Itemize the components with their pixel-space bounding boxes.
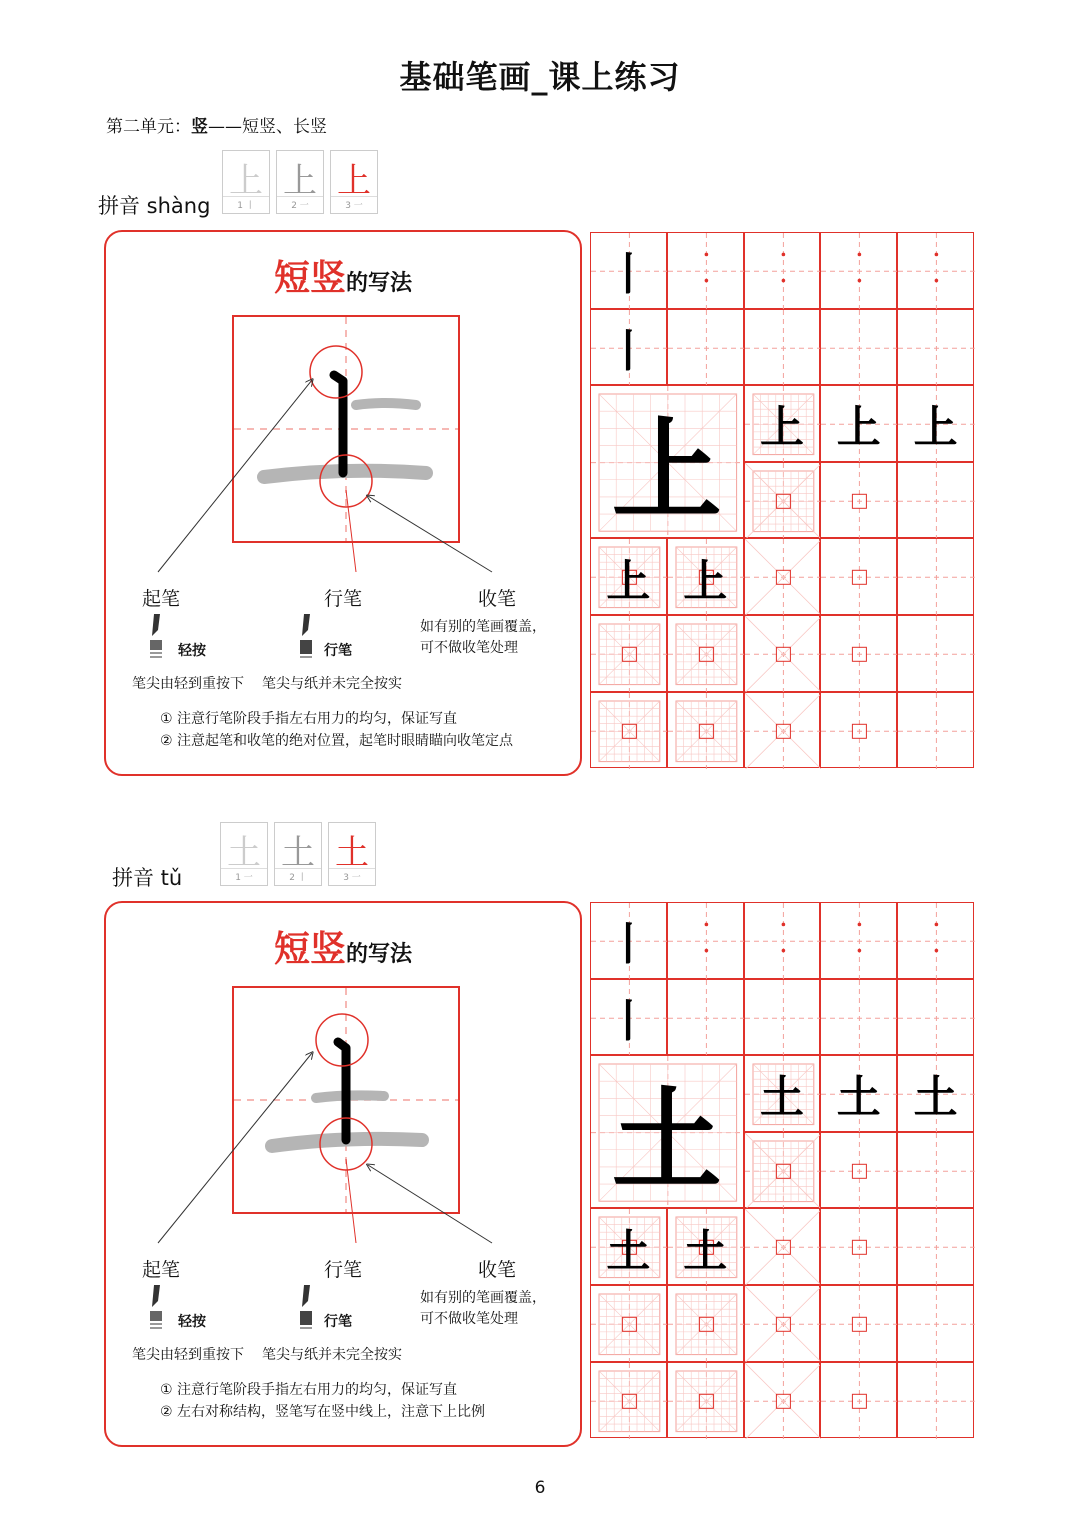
tip-1: ① 注意行笔阶段手指左右用力的均匀，保证写直 (160, 711, 457, 727)
practice-cell (667, 615, 744, 692)
practice-cell (820, 309, 897, 386)
stroke-order-strip (220, 822, 376, 886)
practice-cell (820, 1362, 897, 1439)
practice-cell (744, 1362, 821, 1439)
trace-cell (820, 1055, 897, 1132)
start-description: 笔尖由轻到重按下 (132, 676, 244, 692)
move-description: 笔尖与纸并未完全按实 (262, 676, 402, 692)
practice-cell (820, 615, 897, 692)
move-stroke-label: 行笔 (324, 588, 363, 610)
end-stroke-label: 收笔 (478, 1259, 517, 1281)
brush-move-icon (296, 1283, 318, 1339)
panel-title: 短竖的写法 (273, 929, 413, 970)
practice-cell (897, 979, 974, 1056)
practice-cell (820, 979, 897, 1056)
tip-1: ① 注意行笔阶段手指左右用力的均匀，保证写直 (160, 1382, 457, 1398)
trace-cell (820, 385, 897, 462)
pinyin-label: 拼音 tǔ (112, 866, 183, 890)
unit-label: 第二单元： (106, 117, 191, 137)
practice-char: 土 (611, 1075, 722, 1205)
move-action: 行笔 (324, 1314, 352, 1330)
stroke-order-caption: 3 一 (329, 868, 375, 883)
start-stroke-label: 起笔 (142, 1259, 181, 1281)
big-char-cell (590, 385, 744, 538)
trace-cell (897, 385, 974, 462)
practice-cell (820, 1285, 897, 1362)
trace-cell (744, 1055, 821, 1132)
start-action: 轻按 (178, 1314, 206, 1330)
stroke-order-char: 土 (227, 833, 261, 873)
page-title: 基础笔画_课上练习 (399, 58, 681, 96)
move-description: 笔尖与纸并未完全按实 (262, 1347, 402, 1363)
practice-cell (820, 232, 897, 309)
practice-cell (667, 538, 744, 615)
stroke-order-step-2 (274, 822, 322, 886)
stroke-order-char: 土 (335, 833, 369, 873)
stroke-order-caption: 2 丨 (275, 868, 321, 883)
practice-cell (590, 1285, 667, 1362)
practice-cell (744, 1285, 821, 1362)
practice-cell (897, 692, 974, 769)
stroke-order-step-3 (328, 822, 376, 886)
stroke-order-char: 土 (281, 833, 315, 873)
practice-cell (897, 462, 974, 539)
practice-cell (590, 232, 667, 309)
tip-2: ② 左右对称结构，竖笔写在竖中线上，注意下上比例 (160, 1404, 485, 1420)
end-note-1: 如有别的笔画覆盖， (420, 1290, 546, 1306)
practice-cell (744, 232, 821, 309)
practice-cell (667, 692, 744, 769)
practice-char: 上 (606, 555, 651, 607)
brush-light-press-icon (146, 612, 168, 668)
big-char-cell (590, 1055, 744, 1208)
practice-char: 上 (683, 555, 728, 607)
move-action: 行笔 (324, 643, 352, 659)
stroke-order-caption: 1 一 (221, 868, 267, 883)
unit-stroke: 竖 (191, 117, 208, 137)
practice-char: 上 (913, 402, 958, 454)
practice-cell (590, 692, 667, 769)
practice-cell (897, 902, 974, 979)
practice-cell (897, 615, 974, 692)
stroke-order-step-2 (276, 150, 324, 214)
brush-move-icon (296, 612, 318, 668)
practice-cell (590, 538, 667, 615)
practice-cell (744, 979, 821, 1056)
unit-rest: ——短竖、长竖 (208, 117, 327, 137)
practice-char: 土 (913, 1072, 958, 1124)
practice-cell (744, 1208, 821, 1285)
practice-char: 上 (611, 405, 722, 535)
practice-cell (820, 692, 897, 769)
practice-cell (590, 615, 667, 692)
stroke-order-char: 上 (229, 161, 263, 201)
stroke-method-panel (104, 230, 582, 776)
practice-cell (667, 1362, 744, 1439)
practice-char: 上 (836, 402, 881, 454)
stroke-order-step-1 (220, 822, 268, 886)
practice-cell (744, 615, 821, 692)
stroke-order-caption: 3 一 (331, 196, 377, 211)
stroke-order-step-3 (330, 150, 378, 214)
stroke-order-strip (222, 150, 378, 214)
practice-cell (744, 309, 821, 386)
practice-char: 上 (759, 402, 804, 454)
end-note-2: 可不做收笔处理 (420, 1311, 518, 1327)
practice-grid (590, 902, 974, 1438)
practice-cell (897, 1285, 974, 1362)
practice-char: 土 (683, 1225, 728, 1277)
practice-cell (820, 1208, 897, 1285)
practice-grid (590, 232, 974, 768)
practice-cell (667, 1208, 744, 1285)
end-note-1: 如有别的笔画覆盖， (420, 619, 546, 635)
practice-char: 土 (606, 1225, 651, 1277)
practice-char: 土 (759, 1072, 804, 1124)
practice-cell (667, 309, 744, 386)
practice-cell (667, 232, 744, 309)
end-stroke-label: 收笔 (478, 588, 517, 610)
practice-cell (744, 692, 821, 769)
practice-cell (820, 538, 897, 615)
practice-cell (590, 1208, 667, 1285)
practice-cell (744, 462, 821, 539)
practice-cell (897, 232, 974, 309)
practice-cell (820, 462, 897, 539)
practice-cell (590, 979, 667, 1056)
page-number: 6 (534, 1478, 546, 1498)
unit-subtitle (106, 112, 327, 137)
practice-cell (897, 309, 974, 386)
trace-cell (744, 385, 821, 462)
practice-cell (667, 979, 744, 1056)
stroke-order-caption: 2 一 (277, 196, 323, 211)
practice-cell (897, 1132, 974, 1209)
practice-cell (897, 1362, 974, 1439)
trace-cell (897, 1055, 974, 1132)
stroke-method-panel (104, 901, 582, 1447)
stroke-order-caption: 1 丨 (223, 196, 269, 211)
practice-cell (590, 902, 667, 979)
practice-cell (897, 1208, 974, 1285)
practice-cell (667, 1285, 744, 1362)
panel-title: 短竖的写法 (273, 258, 413, 299)
pinyin-label: 拼音 shàng (98, 194, 211, 218)
practice-char: 丨 (606, 995, 651, 1047)
stroke-order-char: 上 (283, 161, 317, 201)
practice-char: 土 (836, 1072, 881, 1124)
practice-char: 丨 (606, 325, 651, 377)
tip-2: ② 注意起笔和收笔的绝对位置，起笔时眼睛瞄向收笔定点 (160, 733, 513, 749)
start-action: 轻按 (178, 643, 206, 659)
practice-cell (744, 538, 821, 615)
move-stroke-label: 行笔 (324, 1259, 363, 1281)
practice-cell (667, 902, 744, 979)
practice-cell (744, 1132, 821, 1209)
practice-char: 丨 (606, 249, 651, 301)
practice-cell (897, 538, 974, 615)
practice-cell (744, 902, 821, 979)
start-stroke-label: 起笔 (142, 588, 181, 610)
practice-cell (590, 309, 667, 386)
stroke-order-step-1 (222, 150, 270, 214)
practice-cell (820, 902, 897, 979)
practice-char: 丨 (606, 919, 651, 971)
practice-cell (590, 1362, 667, 1439)
end-note-2: 可不做收笔处理 (420, 640, 518, 656)
stroke-order-char: 上 (337, 161, 371, 201)
practice-cell (820, 1132, 897, 1209)
start-description: 笔尖由轻到重按下 (132, 1347, 244, 1363)
brush-light-press-icon (146, 1283, 168, 1339)
